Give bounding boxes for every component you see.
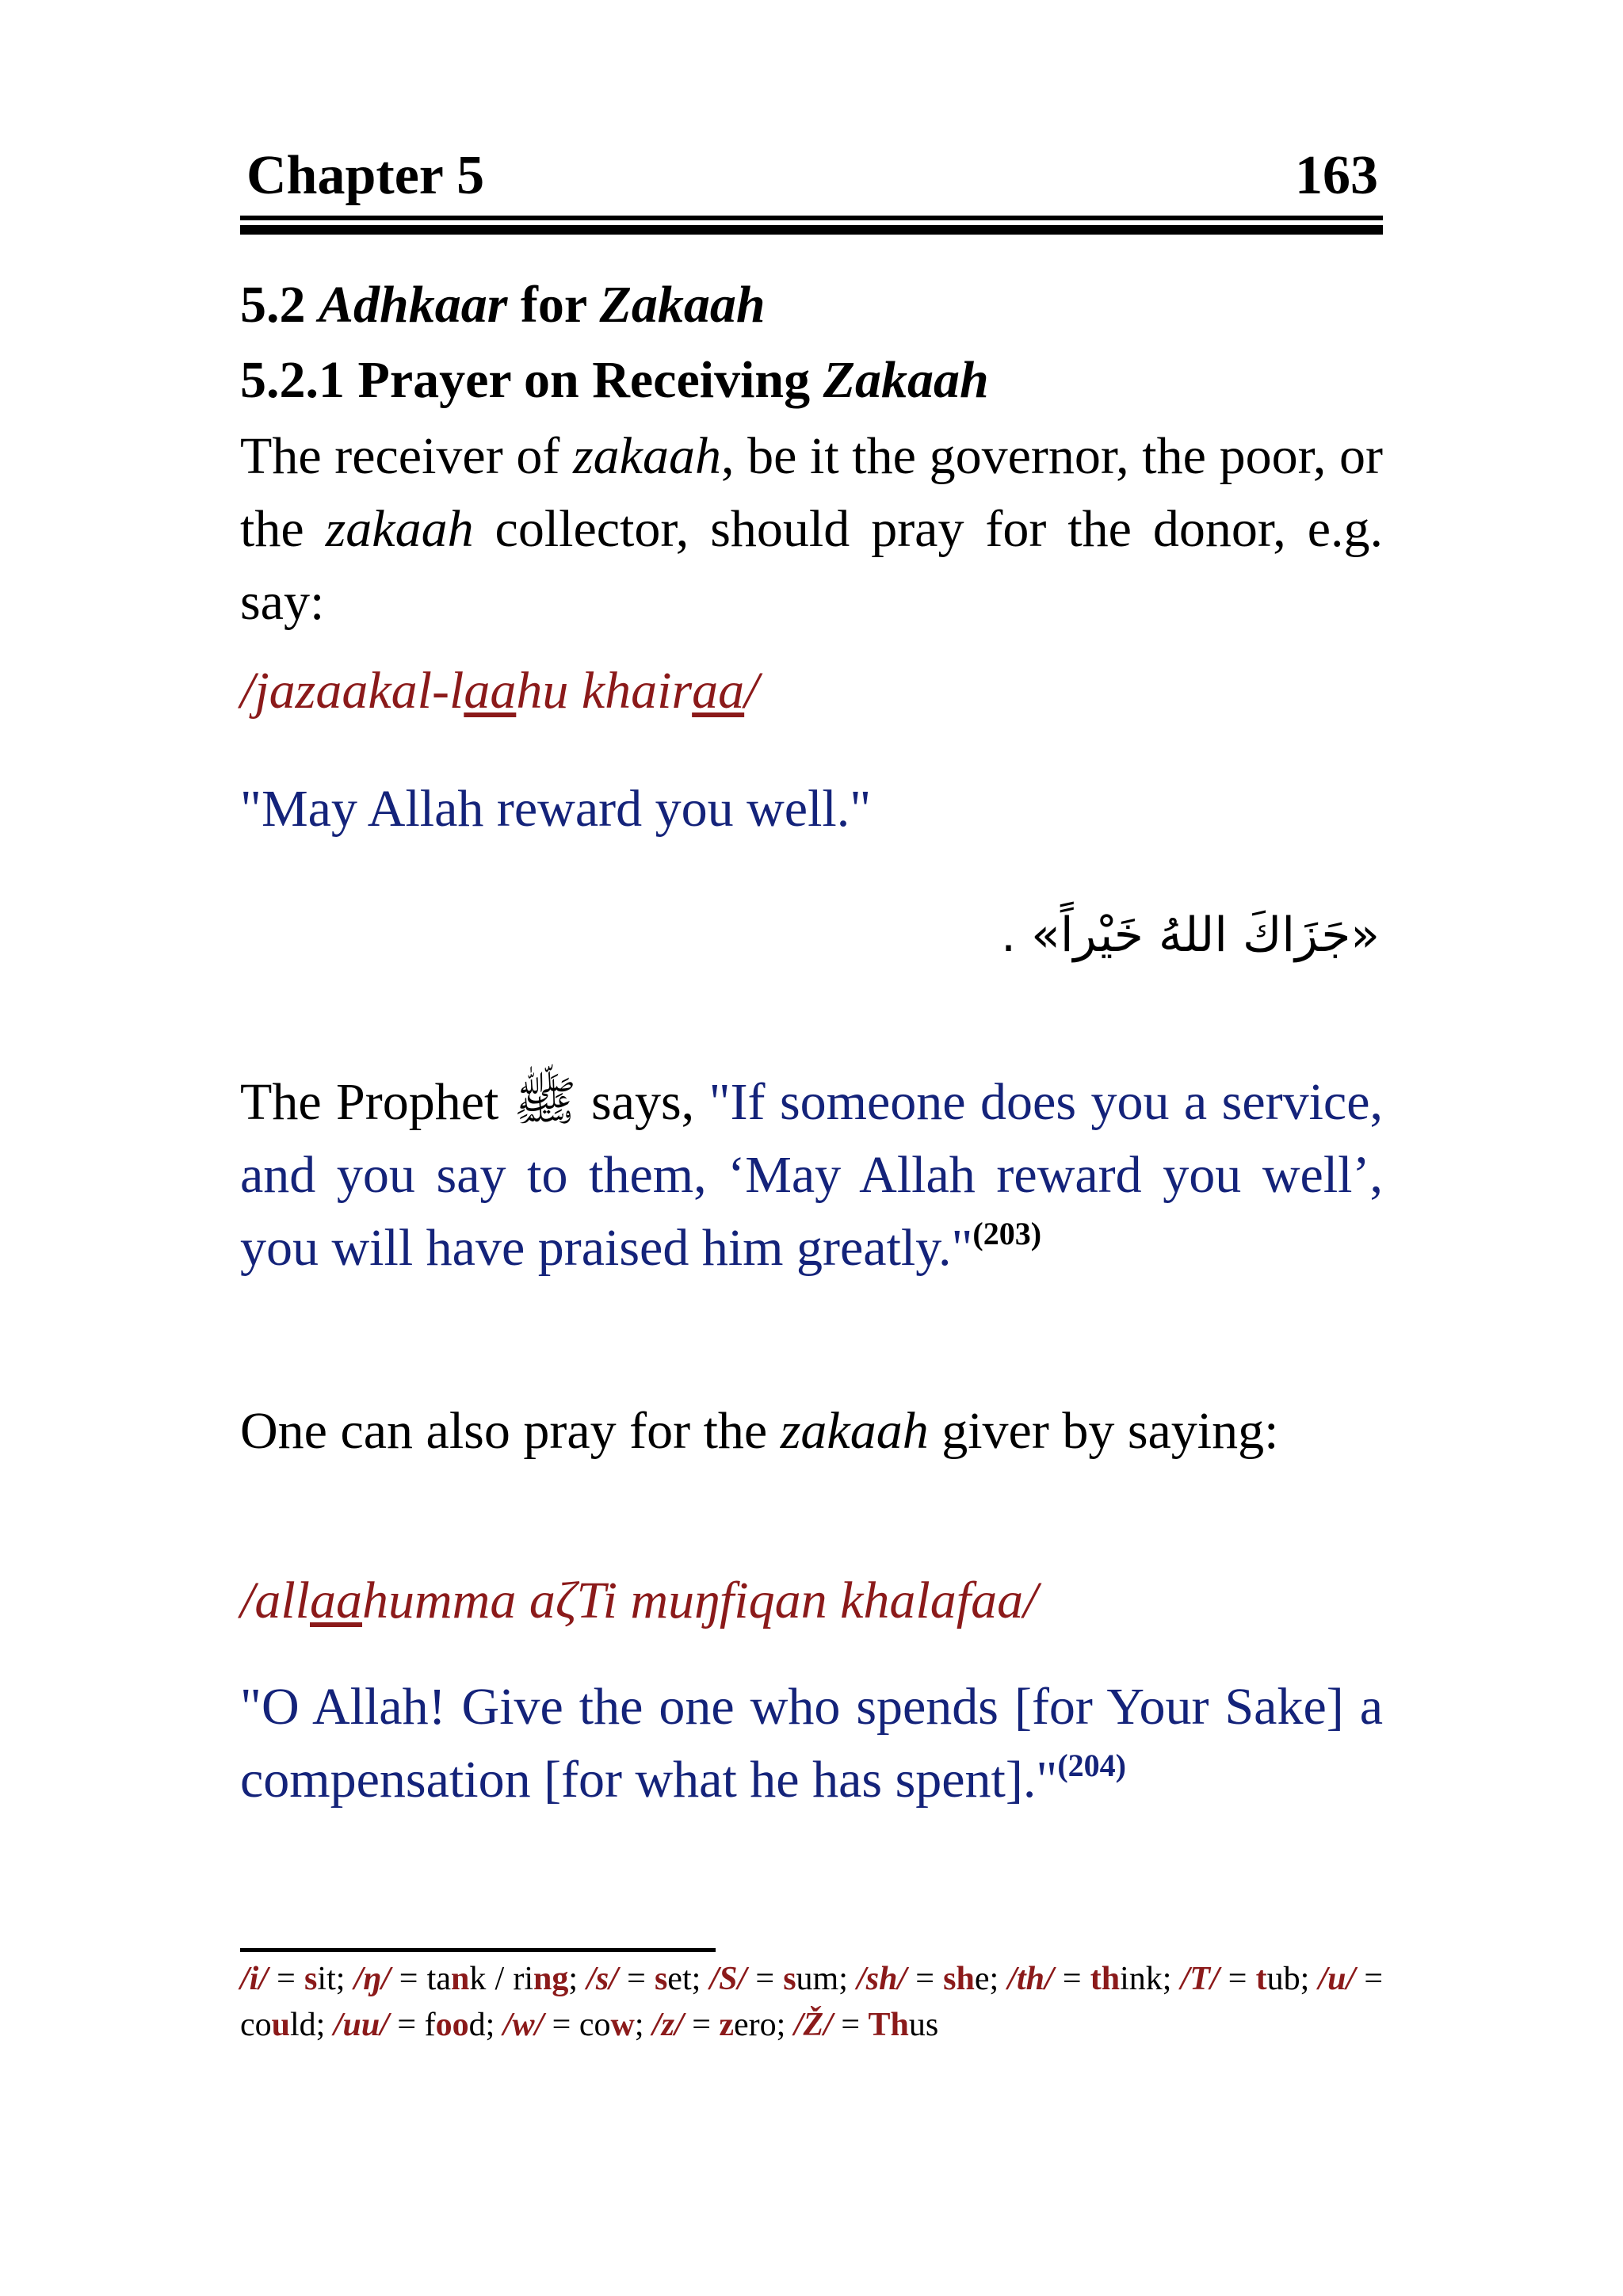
subsection-heading: 5.2.1 Prayer on Receiving Zakaah — [240, 351, 989, 409]
key-symbol: /T/ — [1180, 1961, 1220, 1997]
transliteration-jazaakallah: /jazaakal-laahu khairaa/ — [240, 662, 759, 720]
paragraph-hadith: The Prophet ﷺ says, "If someone does you a service, and you say to them, ‘May Allah reward you well’, you will have praised him greatly."$^{(203)}$ — [240, 1073, 1384, 1277]
honorific-icon: ﷺ — [513, 1073, 577, 1131]
key-highlight: oo — [435, 2007, 469, 2043]
key-entry: /S/ = sum; — [709, 1961, 857, 1997]
key-entry: /Ž/ = Thus — [793, 2007, 939, 2043]
key-symbol: /s/ — [586, 1961, 618, 1997]
key-symbol: /ŋ/ — [353, 1961, 391, 1997]
key-highlight: s — [304, 1961, 318, 1997]
hadith-quote: "If someone does you a service, and you say to them, ‘May Allah reward you well’, you will have praised him greatly." — [240, 1073, 1384, 1277]
key-highlight: s — [783, 1961, 796, 1997]
key-symbol: /u/ — [1318, 1961, 1356, 1997]
translation-reward: "May Allah reward you well." — [240, 780, 872, 838]
chapter-label: Chapter 5 — [246, 145, 485, 206]
key-highlight: n — [450, 1961, 470, 1997]
pronunciation-key-footnote — [240, 1956, 1383, 2048]
key-entry: /u/ = could; — [240, 1961, 1384, 2043]
key-symbol: /th/ — [1007, 1961, 1054, 1997]
key-symbol: /z/ — [652, 2007, 684, 2043]
key-symbol: /S/ — [709, 1961, 747, 1997]
key-highlight: w — [610, 2007, 635, 2043]
key-highlight: u — [271, 2007, 291, 2043]
transliteration-allaahumma: /allaahumma aζTi muŋfiqan khalafaa/ — [240, 1572, 1038, 1629]
key-symbol: /w/ — [502, 2007, 544, 2043]
key-entry: /uu/ = food; — [333, 2007, 503, 2043]
key-highlight: th — [1090, 1961, 1121, 1997]
paragraph-receiver: The receiver of zakaah, be it the governor, the poor, or the zakaah collector, should pray for the donor, e.g. say: — [240, 427, 1384, 631]
translation-compensation: "O Allah! Give the one who spends [for Your Sake] a compensation [for what he has spent]."$^{(204)}$ — [240, 1678, 1383, 1809]
header-rule-thick — [240, 225, 1383, 235]
running-head — [240, 144, 1383, 208]
key-symbol: /sh/ — [857, 1961, 907, 1997]
key-highlight: sh — [943, 1961, 975, 1997]
key-entry: ng; — [533, 1961, 587, 1997]
footnote-ref-203: (203) — [972, 1216, 1042, 1251]
key-entry: /th/ = think; — [1007, 1961, 1181, 1997]
footnote-rule — [240, 1948, 716, 1952]
header-rule-thin — [240, 216, 1383, 220]
key-entry: /z/ = zero; — [652, 2007, 794, 2043]
key-symbol: /uu/ — [333, 2007, 389, 2043]
key-entry: /ŋ/ = tank / ri — [353, 1961, 534, 1997]
footnote-ref-204: (204) — [1057, 1748, 1126, 1783]
arabic-text: «جَزَاكَ اللهُ خَيْراً» . — [1001, 907, 1380, 963]
key-symbol: /Ž/ — [793, 2007, 833, 2043]
key-highlight: z — [719, 2007, 735, 2043]
key-entry: /w/ = cow; — [502, 2007, 652, 2043]
key-highlight: Th — [868, 2007, 909, 2043]
key-symbol: /i/ — [240, 1961, 269, 1997]
section-heading: 5.2 Adhkaar for Zakaah — [240, 276, 766, 334]
key-highlight: s — [654, 1961, 668, 1997]
key-entry: /sh/ = she; — [857, 1961, 1008, 1997]
key-entry: /i/ = sit; — [240, 1961, 354, 1997]
key-entry: /s/ = set; — [586, 1961, 710, 1997]
paragraph-giver: One can also pray for the zakaah giver by saying: — [240, 1402, 1279, 1460]
page-number: 163 — [1295, 145, 1378, 206]
key-highlight: t — [1255, 1961, 1267, 1997]
key-highlight: ng — [533, 1961, 569, 1997]
key-entry: /T/ = tub; — [1180, 1961, 1319, 1997]
